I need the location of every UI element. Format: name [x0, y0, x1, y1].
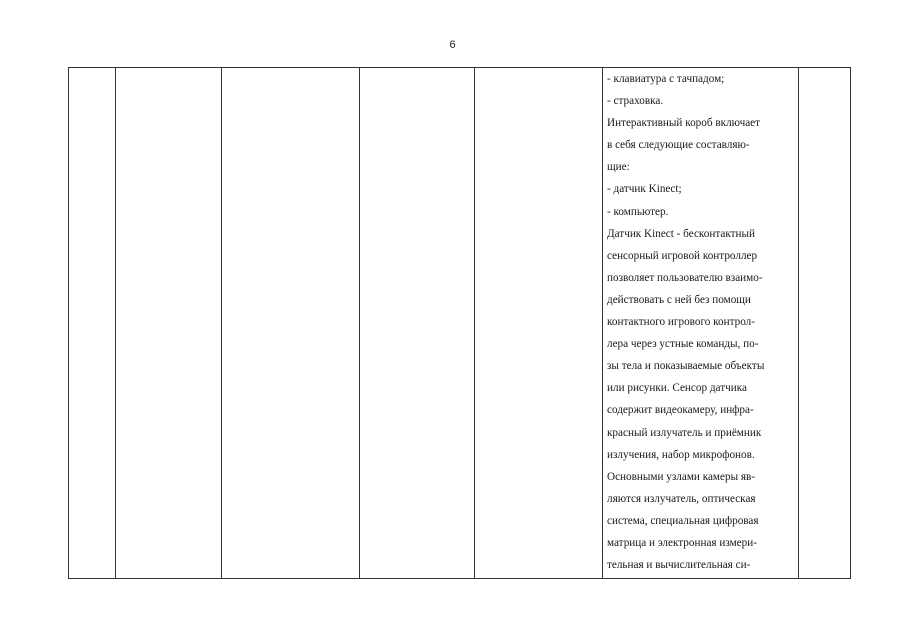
cell-line: - компьютер.: [607, 205, 669, 218]
column-divider-1: [115, 68, 116, 578]
column-divider-2: [221, 68, 222, 578]
column-divider-5: [602, 68, 603, 578]
table-cell-description: [607, 68, 799, 576]
cell-line: или рисунки. Сенсор датчика: [607, 382, 747, 395]
cell-line: матрица и электронная измери-: [607, 536, 757, 549]
cell-line: тельная и вычислительная си-: [607, 559, 751, 572]
cell-line: красный излучатель и приёмник: [607, 426, 762, 439]
cell-line: лера через устные команды, по-: [607, 338, 759, 351]
cell-line: Основными узлами камеры яв-: [607, 470, 756, 483]
cell-line: сенсорный игровой контроллер: [607, 249, 758, 262]
cell-line: зы тела и показываемые объекты: [607, 360, 765, 373]
cell-line: Датчик Kinect - бесконтактный: [607, 227, 756, 240]
cell-line: действовать с ней без помощи: [607, 293, 751, 306]
cell-line: ляются излучатель, оптическая: [607, 492, 756, 505]
page-number: 6: [449, 39, 456, 51]
cell-line: Интерактивный короб включает: [607, 117, 761, 130]
cell-line: - датчик Kinect;: [607, 183, 682, 196]
cell-line: щие:: [607, 161, 630, 174]
cell-line: система, специальная цифровая: [607, 514, 759, 527]
cell-line: - клавиатура с тачпадом;: [607, 73, 725, 85]
cell-line: содержит видеокамеру, инфра-: [607, 404, 754, 417]
cell-line: в себя следующие составляю-: [607, 139, 750, 152]
column-divider-4: [474, 68, 475, 578]
cell-line: позволяет пользователю взаимо-: [607, 271, 763, 284]
cell-line: контактного игрового контрол-: [607, 316, 755, 329]
cell-line: излучения, набор микрофонов.: [607, 448, 755, 461]
cell-line: - страховка.: [607, 95, 664, 108]
table: [68, 67, 851, 579]
column-divider-3: [359, 68, 360, 578]
